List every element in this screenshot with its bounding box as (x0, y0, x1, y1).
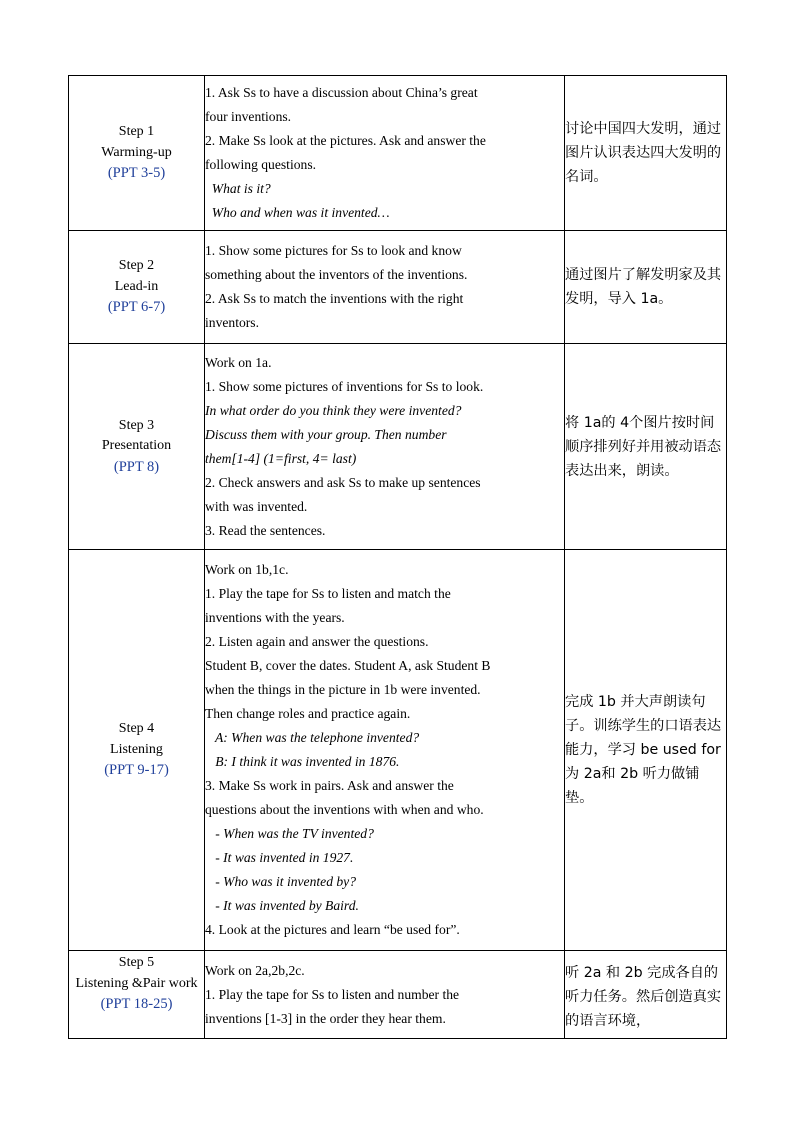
activity-cell (205, 231, 565, 344)
lesson-plan-table (68, 75, 727, 1039)
activity-line: Work on 1b,1c. (205, 562, 289, 577)
step-number: Step 5 (118, 955, 155, 970)
activity-line: Then change roles and practice again. (205, 706, 411, 721)
step-cell (69, 344, 205, 550)
activity-line: 2. Make Ss look at the pictures. Ask and answer the (205, 133, 486, 148)
step-stage: Listening (110, 741, 163, 757)
activity-cell (205, 344, 565, 550)
aim-cell: 完成 1b 并大声朗读句子。训练学生的口语表达能力，学习 be used for 为 2a和 2b 听力做铺垫。 (565, 550, 727, 951)
step-stage: Warming-up (101, 144, 172, 160)
activity-line: questions about the inventions with when and who. (205, 802, 484, 817)
activity-line: inventions with the years. (205, 610, 345, 625)
activity-line: - When was the TV invented? (205, 826, 374, 841)
step-cell (69, 550, 205, 951)
activity-line: 1. Show some pictures of inventions for Ss to look. (205, 378, 484, 394)
ppt-range: (PPT 6-7) (107, 299, 166, 316)
activity-cell (205, 550, 565, 951)
aim-cell: 讨论中国四大发明，通过图片认识表达四大发明的名词。 (565, 76, 727, 231)
activity-line: Discuss them with your group. Then number (205, 426, 447, 442)
activity-cell (205, 76, 565, 231)
activity-line: Work on 2a,2b,2c. (205, 962, 305, 978)
step-stage: Presentation (101, 438, 172, 454)
activity-line: inventors. (205, 315, 259, 330)
activity-line: 1. Play the tape for Ss to listen and number the (205, 986, 460, 1002)
activity-cell (205, 951, 565, 1039)
step-stage: Listening &Pair work (75, 975, 198, 991)
ppt-range: (PPT 8) (113, 458, 160, 475)
activity-line: 1. Ask Ss to have a discussion about China’s great (205, 85, 478, 100)
table-row (69, 550, 727, 951)
activity-line: - Who was it invented by? (205, 874, 357, 889)
ppt-range: (PPT 3-5) (107, 165, 166, 182)
ppt-range: (PPT 9-17) (104, 762, 169, 779)
activity-line: with was invented. (205, 498, 308, 514)
aim-cell: 将 1a的 4个图片按时间顺序排列好并用被动语态表达出来，朗读。 (565, 344, 727, 550)
step-number: Step 1 (118, 124, 155, 140)
activity-line: 1. Show some pictures for Ss to look and know (205, 243, 462, 258)
step-cell (69, 231, 205, 344)
table-row (69, 344, 727, 550)
step-number: Step 3 (118, 417, 155, 433)
activity-line: A: When was the telephone invented? (205, 730, 420, 745)
activity-line: 3. Make Ss work in pairs. Ask and answer the (205, 778, 454, 793)
activity-line: Work on 1a. (205, 354, 272, 370)
step-cell (69, 951, 205, 1039)
activity-line: 2. Listen again and answer the questions. (205, 634, 429, 649)
aim-cell: 听 2a 和 2b 完成各自的听力任务。然后创造真实的语言环境， (565, 951, 727, 1039)
activity-line: - It was invented by Baird. (205, 898, 359, 913)
activity-line: following questions. (205, 157, 317, 172)
activity-line: B: I think it was invented in 1876. (205, 754, 400, 769)
step-stage: Lead-in (114, 278, 159, 294)
activity-line: inventions [1-3] in the order they hear them. (205, 1010, 446, 1026)
table-row (69, 951, 727, 1039)
activity-line: 3. Read the sentences. (205, 522, 326, 538)
activity-line: What is it? (205, 181, 271, 196)
activity-line: Student B, cover the dates. Student A, ask Student B (205, 658, 491, 673)
activity-line: when the things in the picture in 1b were invented. (205, 682, 481, 697)
activity-line: 2. Ask Ss to match the inventions with the right (205, 291, 464, 306)
activity-line: 4. Look at the pictures and learn “be used for”. (205, 922, 460, 937)
activity-line: In what order do you think they were invented? (205, 402, 462, 418)
activity-line: four inventions. (205, 109, 292, 124)
activity-line: them[1-4] (1=first, 4= last) (205, 450, 357, 466)
activity-line: Who and when was it invented… (205, 205, 390, 220)
activity-line: 1. Play the tape for Ss to listen and match the (205, 586, 451, 601)
step-number: Step 2 (118, 258, 155, 274)
step-number: Step 4 (118, 721, 155, 737)
ppt-range: (PPT 18-25) (100, 996, 173, 1012)
aim-cell: 通过图片了解发明家及其发明，导入 1a。 (565, 231, 727, 344)
table-row (69, 76, 727, 231)
step-cell (69, 76, 205, 231)
activity-line: - It was invented in 1927. (205, 850, 354, 865)
table-row (69, 231, 727, 344)
activity-line: something about the inventors of the inventions. (205, 267, 468, 282)
activity-line: 2. Check answers and ask Ss to make up sentences (205, 474, 481, 490)
